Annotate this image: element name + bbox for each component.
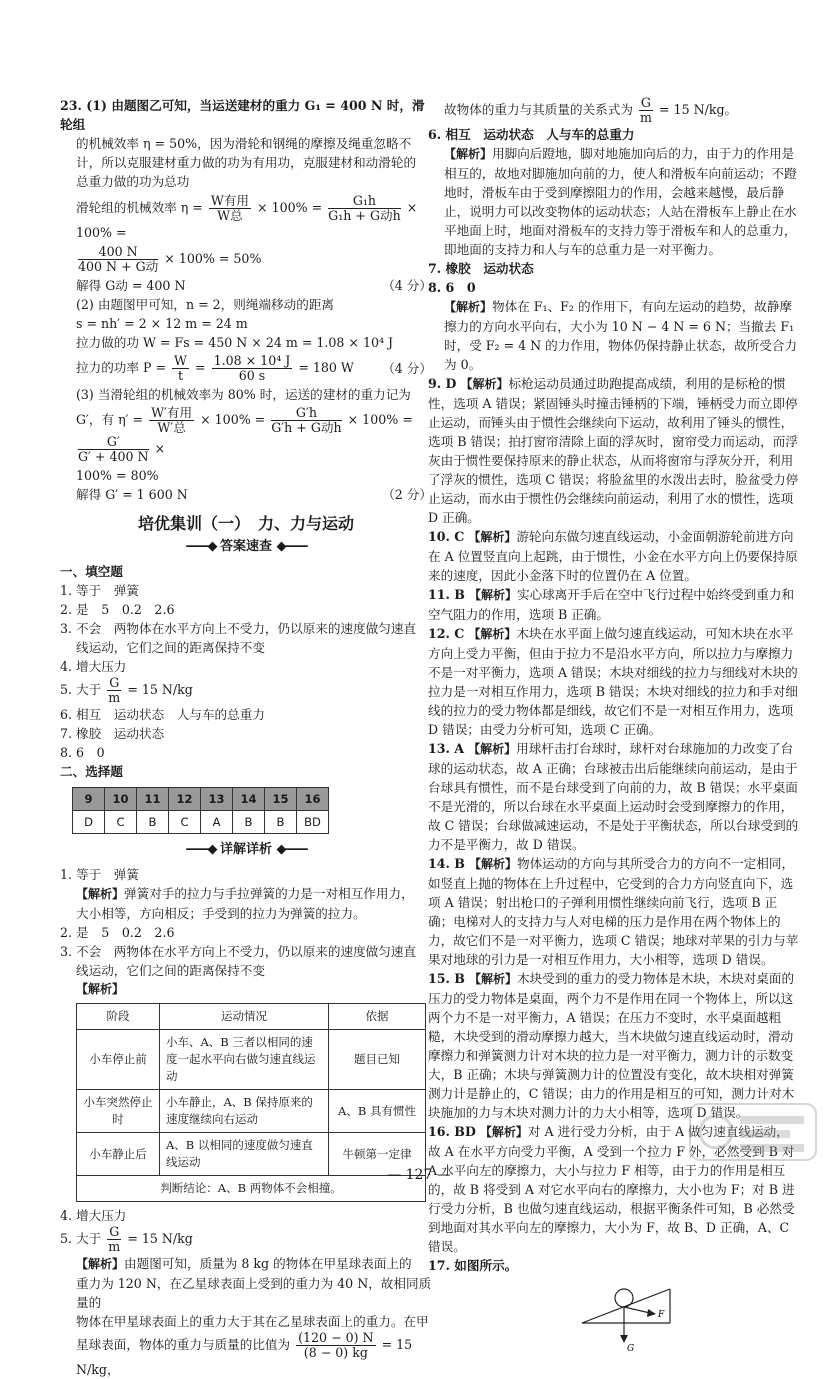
q23-part2: s = nh′ = 2 × 12 m = 24 m <box>76 316 248 331</box>
right-column <box>428 96 800 1353</box>
fill-item: 7. 橡胶 运动状态 <box>60 726 165 741</box>
solution-line: 解得 G′ = 1 600 N （2 分） <box>76 487 432 502</box>
detail-item: 1. 等于 弹簧 <box>60 867 139 882</box>
fill-heading: 一、填空题 <box>60 564 123 579</box>
analysis: 【解析】用脚向后蹬地，脚对地施加向后的力，由于力的作用是相互的，故地对脚施加向前的力，使人和滑板车向前运动；不蹬地时，滑板车由于受到摩擦阻力的作用，会越来越慢，最后静止，说明力可以改变物体的运动状态；人站在滑板车上静止在水平地面上时，地面对滑板车的支持力等于滑板车和人的总重力，即地面的支持力和人与车的总重力是一对平衡力。 <box>444 146 797 257</box>
analysis: 故物体的重力与其质量的关系式为 $\frac{G}{m}$ = 15 N/kg。 <box>444 95 738 125</box>
fill-item: 4. 增大压力 <box>60 659 127 674</box>
solution-line: 解得 G动 = 400 N （4 分） <box>76 278 432 293</box>
answer-number: 11 <box>137 788 169 811</box>
force-arrow <box>624 1307 650 1313</box>
answer-table <box>72 787 329 834</box>
page-number: — 127 — <box>387 1167 451 1183</box>
analysis: 星球表面，物体的重力与质量的比值为 $\frac{(120 - 0) N}{(8 - 0) kg}$ = 15 N/kg， <box>76 1330 413 1377</box>
q23-line: 计，所以克服建材重力做的功为有用功，克服建材和动滑轮的 <box>76 155 417 170</box>
answer-cell: B <box>137 811 169 834</box>
answer-number: 13 <box>201 788 233 811</box>
answer-number: 10 <box>105 788 137 811</box>
watermark-logo <box>688 1102 818 1162</box>
fill-item: 3. 不会 两物体在水平方向上不受力，仍以原来的速度做匀速直 <box>60 621 417 636</box>
detail-item: 13. A 【解析】用球杆击打台球时，球杆对台球施加的力改变了台球的运动状态，故 A 正确；台球被击出后能继续向前运动，是由于台球具有惯性，而不是台球受到了向前的力，故 B 错误；水平桌面不是光滑的，所以台球在水平桌面上运动时会受到摩擦力的作用，故 C 错误；台球做减速运动，不是处于平衡状态，所以台球受到的力不是平衡力，故 D 错误。 <box>428 741 799 852</box>
detail-item: 4. 增大压力 <box>60 1208 127 1223</box>
detail-item: 6. 相互 运动状态 人与车的总重力 <box>428 127 635 142</box>
detail-item: 3. 不会 两物体在水平方向上不受力，仍以原来的速度做匀速直 <box>60 944 417 959</box>
answer-cell: B <box>233 811 265 834</box>
detail-item: 16. BD 【解析】对 A 进行受力分析，由于 A 做匀速直线运动，故 A 在水平方向受力平衡，A 受到一个拉力 F 外，必然受到 B 对 A 水平向左的摩擦力，大小与拉力 F 相等，由于力的作用是相互的，故 B 将受到 A 对它水平向右的摩擦力，大小也为 F；对 B 进行受力分析，B 也做匀速直线运动，根据平衡条件可知，B 必然受到地面对其水平向左的摩擦力，大小为 F，故 B、D 正确，A、C 错误。 <box>428 1124 795 1254</box>
analysis: 【解析】物体在 F₁、F₂ 的作用下，有向左运动的趋势，故静摩擦力的方向水平向右，大小为 10 N − 4 N = 6 N；当撤去 F₁ 时，受 F₂ = 4 N 的力作用，物体仍保持静止状态，故所受合力为 0。 <box>444 299 798 372</box>
analysis: 【解析】由题图可知，质量为 8 kg 的物体在甲星球表面上的 <box>76 1256 412 1271</box>
q23-line: 的机械效率 η = 50%，因为滑轮和钢绳的摩擦及绳重忽略不 <box>76 136 412 151</box>
efficiency-equation-cont: $\frac{400 N}{\text{400 N + G动}}$ × 100% = 50% <box>78 244 262 274</box>
q23-part3: 100% = 80% <box>76 468 159 483</box>
ball <box>615 1289 633 1307</box>
detail-title: ——◆ 详解详析 ◆—— <box>185 842 307 857</box>
answer-cell: BD <box>297 811 329 834</box>
detail-item: 17. 如图所示。 <box>428 1258 518 1273</box>
detail-item: 8. 6 0 <box>428 280 476 295</box>
q23-part2: (2) 由题图甲可知，n = 2，则绳端移动的距离 <box>76 297 335 312</box>
power-equation: 拉力的功率 P = $\frac{W}{t}$ = $\frac{\text{1.08 × 10⁴ J}}{60 s}$ = 180 W （4 分） <box>76 353 432 383</box>
answer-number: 14 <box>233 788 265 811</box>
q23-line: 总重力做的功为总功 <box>76 174 190 189</box>
analysis: 【解析】弹簧对手的拉力与手拉弹簧的力是一对相互作用力， <box>76 886 414 901</box>
q23-part3: (3) 当滑轮组的机械效率为 80% 时，运送的建材的重力记为 <box>76 387 411 402</box>
gravity-label: G <box>627 1344 635 1353</box>
gravity-arrowhead <box>620 1335 628 1343</box>
analysis-tag: 【解析】 <box>76 982 125 996</box>
answer-number: 12 <box>169 788 201 811</box>
incline-line <box>582 1289 670 1323</box>
table-cell: A、B 以相同的速度做匀速直线运动 <box>160 1133 329 1176</box>
efficiency-equation-2: G′，有 η′ = $\frac{\text{W′有用}}{\text{W′总}}$ × 100% = $\frac{G'h}{\text{G′h + G动h}}$ × 100% = $\frac{G'}{G' + 400 N}$ × <box>76 405 413 464</box>
detail-item: 14. B 【解析】物体运动的方向与其所受合力的方向不一定相同，如竖直上抛的物体在上升过程中，它受到的合力方向竖直向下，选项 A 错误；射出枪口的子弹利用惯性继续向前飞行，选项 B 正确；电梯对人的支持力与人对电梯的压力是作用在两个物体上的力，故它们不是一对平衡力，选项 C 错误；地球对苹果的引力与苹果对地球的引力是一对相互作用力，大小相等，选项 D 错误。 <box>428 856 799 967</box>
analysis: 大小相等，方向相反；手受到的拉力为弹簧的拉力。 <box>76 906 366 921</box>
answer-cell: C <box>105 811 137 834</box>
force-label: F <box>658 1310 665 1320</box>
detail-item: 线运动，它们之间的距离保持不变 <box>76 963 265 978</box>
detail-item: 10. C 【解析】游轮向东做匀速直线运动，小金面朝游轮前进方向在 A 位置竖直向上起跳，由于惯性，小金在水平方向上仍要保持原来的速度，因此小金落下时的位置仍在 A 位置。 <box>428 529 798 583</box>
detail-item: 9. D 【解析】标枪运动员通过助跑提高成绩，利用的是标枪的惯性，选项 A 错误；紧固锤头时撞击锤柄的下端，锤柄受力而立即停止运动，而锤头由于惯性会继续向下运动，故利用了锤头的惯性，选项 B 错误；拍打窗帘清除上面的浮灰时，窗帘受力而运动，而浮灰由于惯性要保持原来的静止状态，从而将窗帘与浮灰分开，利用了浮灰的惯性，选项 C 错误；将脸盆里的水泼出去时，脸盆受力停止运动，而水由于惯性仍会继续向前运动，利用了水的惯性，选项 D 正确。 <box>428 376 799 525</box>
q23-part2: 拉力做的功 W = Fs = 450 N × 24 m = 1.08 × 10⁴ J <box>76 335 394 350</box>
detail-item: 11. B 【解析】实心球离开手后在空中飞行过程中始终受到重力和空气阻力的作用，选项 B 正确。 <box>428 587 795 622</box>
q23-line: 23. (1) 由题图乙可知，当运送建材的重力 G₁ = 400 N 时，滑轮组 <box>60 98 425 132</box>
table-cell: 小车、A、B 三者以相同的速度一起水平向右做匀速直线运动 <box>160 1030 329 1090</box>
table-cell: 小车停止前 <box>77 1030 160 1090</box>
table-cell: 题目已知 <box>329 1030 426 1090</box>
answer-number: 9 <box>73 788 105 811</box>
fill-item: 线运动，它们之间的距离保持不变 <box>76 640 265 655</box>
incline-force-diagram <box>578 1281 688 1353</box>
fill-item: 5. 大于 $\frac{G}{m}$ = 15 N/kg <box>60 675 193 705</box>
table-header: 依据 <box>329 1004 426 1030</box>
analysis: 重力为 120 N，在乙星球表面上受到的重力为 40 N，故相同质量的 <box>76 1276 432 1310</box>
detail-item: 12. C 【解析】木块在水平面上做匀速直线运动，可知木块在水平方向上受力平衡，但由于拉力不是沿水平方向，所以拉力与摩擦力不是一对平衡力，选项 A 错误；木块对细线的拉力与细线对木块的拉力是一对相互作用力，选项 B 错误；木块对细线的拉力和手对细线的拉力的受力物体都是细线，故它们不是一对相互作用力，选项 D 错误；由受力分析可知，选项 C 正确。 <box>428 626 798 737</box>
fill-item: 2. 是 5 0.2 2.6 <box>60 602 175 617</box>
answer-cell: A <box>201 811 233 834</box>
table-conclusion: 判断结论：A、B 两物体不会相撞。 <box>77 1176 426 1202</box>
answer-number: 16 <box>297 788 329 811</box>
table-header: 运动情况 <box>160 1004 329 1030</box>
fill-item: 1. 等于 弹簧 <box>60 583 139 598</box>
force-arrowhead <box>647 1309 656 1317</box>
answer-cell: B <box>265 811 297 834</box>
section-title: 培优集训（一） 力、力与运动 <box>137 514 354 533</box>
answer-cell: D <box>73 811 105 834</box>
choice-heading: 二、选择题 <box>60 764 123 779</box>
analysis: 物体在甲星球表面上的重力大于其在乙星球表面上的重力。在甲 <box>76 1314 429 1329</box>
fill-item: 6. 相互 运动状态 人与车的总重力 <box>60 707 265 722</box>
efficiency-equation: 滑轮组的机械效率 η = $\frac{\text{W有用}}{\text{W总}}$ × 100% = $\frac{\text{G₁h}}{\text{G₁h + G动h}}$ × 100% = <box>76 193 418 240</box>
detail-item: 2. 是 5 0.2 2.6 <box>60 925 175 940</box>
table-cell: 小车静止，A、B 保持原来的速度继续向右运动 <box>160 1090 329 1133</box>
table-header: 阶段 <box>77 1004 160 1030</box>
table-cell: 小车突然停止时 <box>77 1090 160 1133</box>
table-cell: 小车静止后 <box>77 1133 160 1176</box>
detail-item: 7. 橡胶 运动状态 <box>428 261 534 276</box>
table-cell: 牛顿第一定律 <box>329 1133 426 1176</box>
answer-cell: C <box>169 811 201 834</box>
detail-item: 5. 大于 $\frac{G}{m}$ = 15 N/kg <box>60 1224 193 1254</box>
table-cell: A、B 具有惯性 <box>329 1090 426 1133</box>
fill-item: 8. 6 0 <box>60 745 105 760</box>
quick-answer-title: ——◆ 答案速查 ◆—— <box>185 539 307 554</box>
answer-number: 15 <box>265 788 297 811</box>
left-column <box>60 96 432 1379</box>
detail-item: 15. B 【解析】木块受到的重力的受力物体是木块，木块对桌面的压力的受力物体是桌面，两个力不是作用在同一个物体上，所以这两个力不是一对平衡力，A 错误；在压力不变时，水平桌面越粗糙，木块受到的滑动摩擦力越大，当木块做匀速直线运动时，滑动摩擦力和弹簧测力计对木块的拉力是一对平衡力，测力计的示数变大，B 正确；木块与弹簧测力计的位置没有变化，故木块相对弹簧测力计是静止的，C 错误；由力的作用是相互的可知，测力计对木块施加的力与木块对测力计的力大小相等，选项 D 错误。 <box>428 971 795 1120</box>
